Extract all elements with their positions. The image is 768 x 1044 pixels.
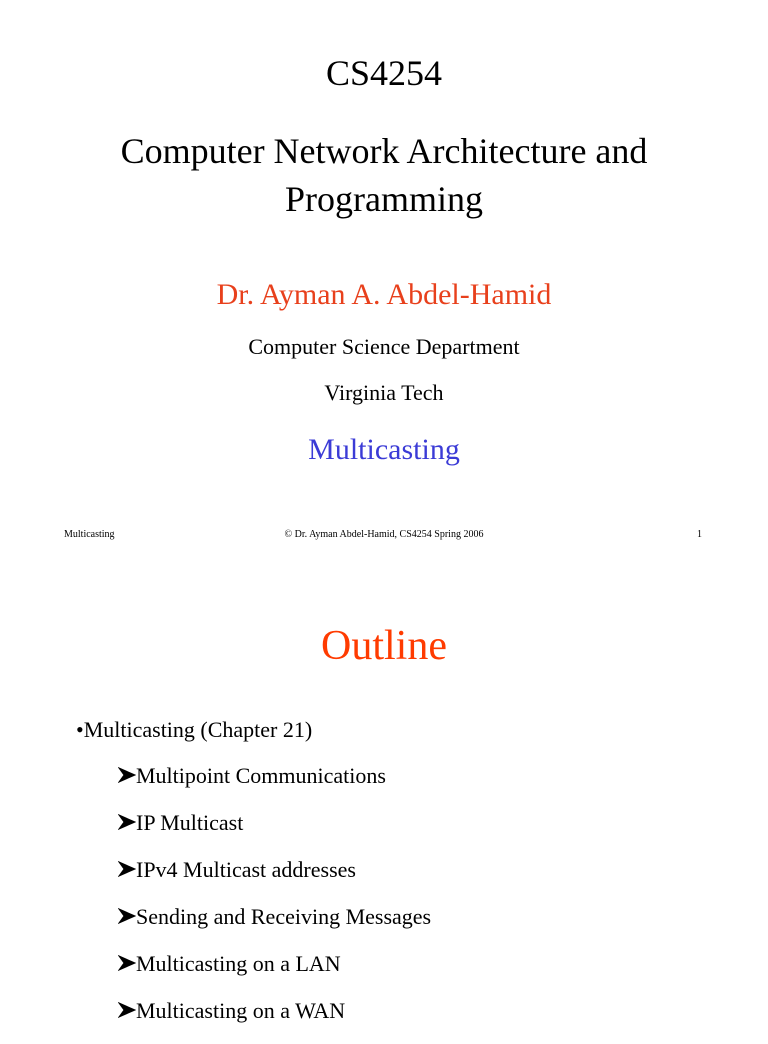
sub-bullet-label: IPv4 Multicast addresses bbox=[136, 857, 356, 882]
sub-bullet-list bbox=[118, 762, 431, 1044]
course-title bbox=[0, 127, 768, 223]
arrow-bullet-icon bbox=[118, 858, 136, 880]
arrow-bullet-icon bbox=[118, 952, 136, 974]
main-bullet: •Multicasting (Chapter 21) bbox=[76, 717, 313, 742]
footer-page-number: 1 bbox=[697, 529, 702, 540]
arrow-bullet-icon bbox=[118, 905, 136, 927]
arrow-bullet-icon bbox=[118, 764, 136, 786]
sub-bullet-label: Multicasting on a WAN bbox=[136, 998, 346, 1023]
arrow-bullet-icon bbox=[118, 999, 136, 1021]
arrow-bullet-icon bbox=[118, 811, 136, 833]
list-item bbox=[118, 950, 431, 997]
sub-bullet-label: IP Multicast bbox=[136, 810, 244, 835]
course-code: CS4254 bbox=[325, 53, 443, 93]
list-item bbox=[118, 903, 431, 950]
department: Computer Science Department bbox=[248, 334, 520, 359]
sub-bullet-label: Sending and Receiving Messages bbox=[136, 904, 432, 929]
course-title-line-2: Programming bbox=[285, 179, 483, 219]
list-item bbox=[118, 997, 431, 1044]
list-item bbox=[118, 762, 431, 809]
list-item bbox=[118, 809, 431, 856]
topic-title: Multicasting bbox=[308, 433, 460, 466]
course-title-line-1: Computer Network Architecture and bbox=[120, 131, 648, 171]
sub-bullet-label: Multicasting on a LAN bbox=[136, 951, 341, 976]
footer-topic: Multicasting bbox=[64, 529, 115, 540]
outline-slide bbox=[0, 570, 768, 1024]
list-item bbox=[118, 856, 431, 903]
outline-title: Outline bbox=[321, 623, 447, 669]
university: Virginia Tech bbox=[324, 380, 444, 405]
footer-copyright: © Dr. Ayman Abdel-Hamid, CS4254 Spring 2006 bbox=[284, 529, 484, 540]
sub-bullet-label: Multipoint Communications bbox=[136, 763, 386, 788]
author-name: Dr. Ayman A. Abdel-Hamid bbox=[216, 278, 552, 311]
